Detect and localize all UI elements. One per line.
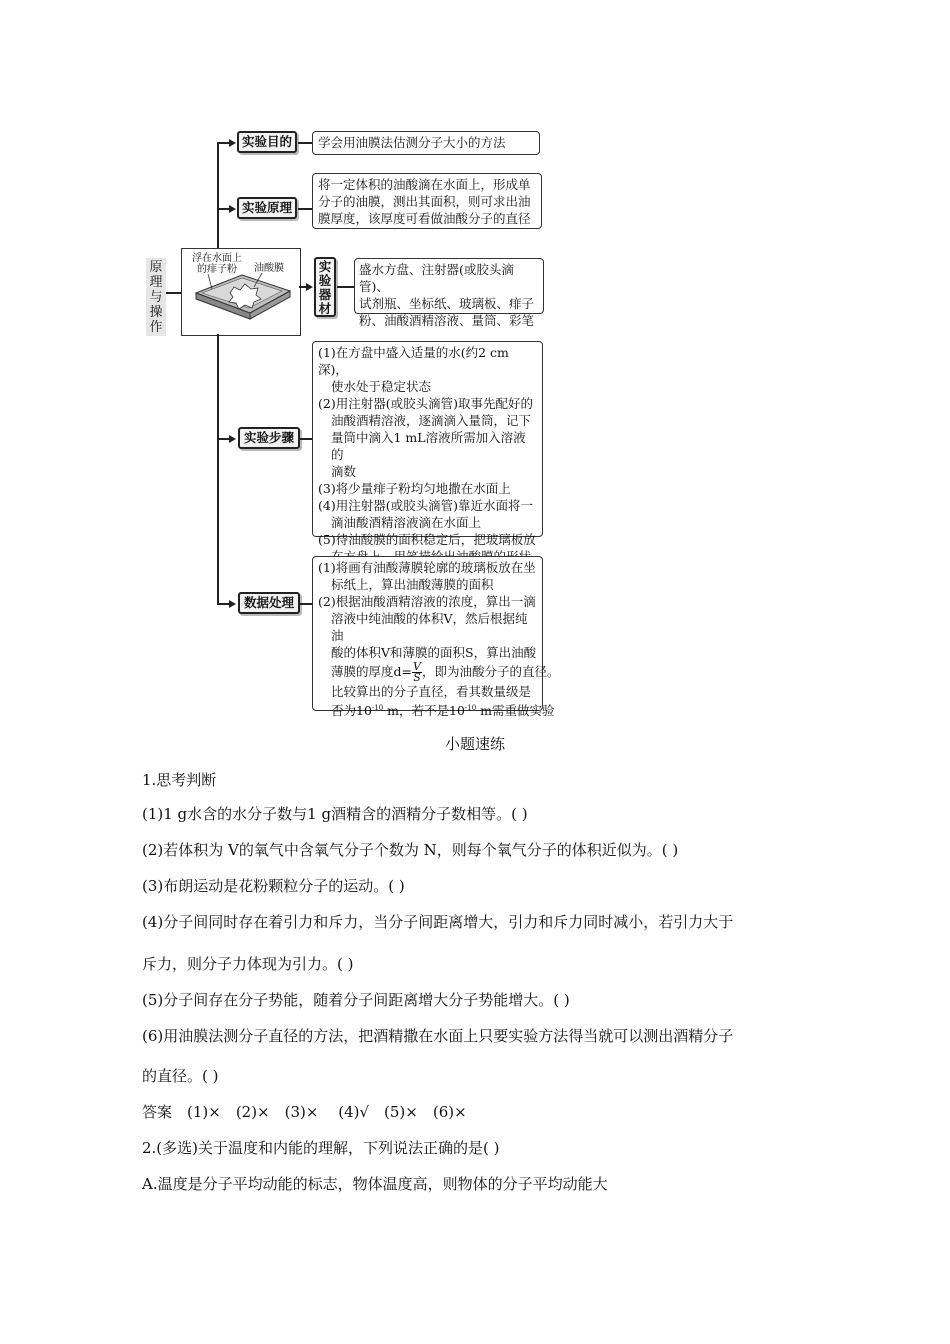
option-a: A.温度是分子平均动能的标志，物体温度高，则物体的分子平均动能大: [142, 1175, 608, 1193]
step-line: 滴数: [331, 464, 357, 479]
fraction-denominator: S: [413, 671, 421, 684]
connector: [298, 208, 312, 210]
label-char: 验: [318, 273, 332, 288]
label-char: 器: [318, 287, 332, 302]
judgement-item: (6)用油膜法测分子直径的方法，把酒精撒在水面上只要实验方法得当就可以测出酒精分子: [142, 1027, 734, 1045]
step-line: (3)将少量痱子粉均匀地撒在水面上: [318, 481, 511, 496]
illustration-caption-left: [192, 253, 242, 275]
side-char: 操: [149, 305, 163, 320]
data-line: 比较算出的分子直径，看其数量级是: [331, 684, 532, 699]
box-line: 将一定体积的油酸滴在水面上，形成单: [318, 177, 531, 192]
data-line: (2)根据油酸酒精溶液的浓度，算出一滴: [318, 594, 536, 609]
box-line: 盛水方盘、注射器(或胶头滴管)、: [359, 262, 514, 294]
arrow-icon: [229, 139, 236, 147]
step-line: (5)待油酸膜的面积稳定后，把玻璃板放: [318, 532, 536, 547]
arrow-icon: [229, 600, 236, 608]
step-line: 油酸酒精溶液，逐滴滴入量筒，记下: [331, 413, 532, 428]
side-char: 与: [149, 290, 163, 305]
connector: [298, 142, 312, 144]
principle-label: 实验原理: [237, 197, 297, 219]
connector: [300, 603, 312, 605]
connector: [337, 286, 354, 288]
fraction: [412, 662, 422, 683]
step-line: (1)在方盘中盛入适量的水(约2 cm深)，: [318, 345, 509, 377]
judgement-item: 的直径。( ): [142, 1067, 219, 1085]
box-line: 试剂瓶、坐标纸、玻璃板、痱子: [359, 296, 535, 311]
data-box: [312, 556, 560, 719]
arrow-icon: [306, 283, 313, 291]
judgement-item: (1)1 g水含的水分子数与1 g酒精含的酒精分子数相等。( ): [142, 805, 528, 823]
illustration-caption-right: 油酸膜: [254, 263, 284, 274]
fraction-numerator: V: [412, 660, 421, 673]
formula-text: 薄膜的厚度d=: [331, 664, 412, 679]
order-of-magnitude-line: [318, 700, 555, 719]
side-char: 作: [149, 320, 163, 335]
trunk-line-bottom: [217, 334, 219, 604]
caption-line: 的痱子粉: [197, 264, 237, 275]
step-line: 量筒中滴入1 mL溶液所需加入溶液的: [331, 430, 526, 462]
judgement-item: (4)分子间同时存在着引力和斥力，当分子间距离增大，引力和斥力同时减小，若引力大于: [142, 913, 734, 931]
data-text: 否为10: [331, 703, 372, 719]
step-line: 使水处于稳定状态: [331, 379, 432, 394]
equipment-box: [354, 258, 544, 328]
caption-line: 浮在水面上: [192, 253, 242, 264]
exponent: -10: [371, 704, 384, 712]
side-char: 原: [149, 260, 163, 275]
answer-line: 答案 (1)× (2)× (3)× (4)√ (5)× (6)×: [142, 1103, 467, 1121]
steps-label: 实验步骤: [238, 427, 300, 449]
question-1-title: 1.思考判断: [142, 771, 217, 789]
exponent: -10: [464, 704, 477, 712]
steps-box: [312, 341, 543, 547]
box-line: 分子的油膜，测出其面积，则可求出油: [318, 194, 531, 209]
section-title: 小题速练: [444, 735, 505, 753]
data-label: 数据处理: [238, 592, 300, 614]
thickness-formula-line: [318, 660, 560, 684]
judgement-item: (3)布朗运动是花粉颗粒分子的运动。( ): [142, 877, 405, 895]
side-label: [146, 258, 166, 336]
side-char: 理: [149, 275, 163, 290]
arrow-icon: [229, 435, 236, 443]
data-text: m，若不是10: [383, 703, 465, 719]
question-2-title: 2.(多选)关于温度和内能的理解，下列说法正确的是( ): [142, 1139, 500, 1157]
connector: [300, 438, 312, 440]
label-char: 材: [318, 301, 332, 316]
data-line: (1)将画有油酸薄膜轮廓的玻璃板放在坐: [318, 560, 536, 575]
oil-film-illustration: [181, 248, 301, 336]
judgement-item: (2)若体积为 V的氧气中含氧气分子个数为 N，则每个氧气分子的体积近似为。( ): [142, 841, 679, 859]
purpose-box: 学会用油膜法估测分子大小的方法: [312, 131, 540, 155]
step-line: (2)用注射器(或胶头滴管)取事先配好的: [318, 396, 533, 411]
step-line: (4)用注射器(或胶头滴管)靠近水面将一: [318, 498, 533, 513]
data-line: 溶液中纯油酸的体积V，然后根据纯油: [331, 611, 528, 643]
judgement-item: (5)分子间存在分子势能，随着分子间距离增大分子势能增大。( ): [142, 991, 570, 1009]
connector: [166, 292, 181, 294]
equipment-label: [314, 257, 336, 317]
trunk-line-top: [217, 142, 219, 248]
data-text: m需重做实验: [476, 703, 555, 719]
data-line: 酸的体积V和薄膜的面积S，算出油酸: [331, 645, 537, 660]
judgement-item: 斥力，则分子力体现为引力。( ): [142, 955, 354, 973]
arrow-icon: [229, 205, 236, 213]
label-char: 实: [318, 259, 332, 274]
purpose-label: 实验目的: [237, 131, 297, 153]
box-line: 粉、油酸酒精溶液、量筒、彩笔: [359, 313, 535, 328]
principle-box: [312, 173, 542, 229]
box-line: 膜厚度，该厚度可看做油酸分子的直径: [318, 211, 531, 226]
formula-text: ，即为油酸分子的直径。: [421, 664, 560, 679]
data-line: 标纸上，算出油酸薄膜的面积: [331, 577, 494, 592]
step-line: 滴油酸酒精溶液滴在水面上: [331, 515, 482, 530]
